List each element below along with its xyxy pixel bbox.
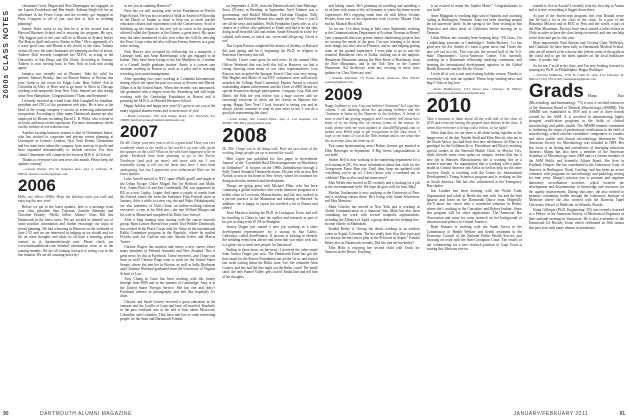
page-footer <box>0 407 628 417</box>
paragraph: Frank Gillespie (Ph.D. Engineering ’03) was recently honored as a Fellow of the American Society of Mechanical Engineers at their national meeting in Vancouver. He is also a member of the Dartmouth Ice Hockey Team, which celebrated its 50th season this past year with many alumni in attendance. <box>528 208 625 230</box>
paragraph: Max Weber also moved to DC recently and is looking for a job in the environmental field. We hope all goes well for him, Max! <box>324 181 420 190</box>
paragraph: Kendal Reiley is “loving the desert working at an outdoor center in Aspen, Colorado. The her really does flow like wine and it is always the best fun to play as the B-Goons in Aspen.” Kendal Reiley also in Dartmouth recently. Did she join the bucketlist? <box>324 227 420 245</box>
section-label: 2000s CLASS NOTES <box>3 10 10 99</box>
paragraph: is an excited to name her Sophia Marie.” Congratulations to you both! <box>426 4 522 13</box>
paragraph: Other than that, we are there is all about being together in the happy news of the day. Natalie Shull and Elise Hewitt, who are in the South Africa, just had their first new adventures. In Elise is a paralegal for the Goldman & co. Providence and Elise is teaching special studies in the Emerald Health Clinic in Mexico City, while literally some even spoke on campus. Jordan Ritz has a new job in Hanover Massachusetts she is working this as a research assistant. An organization that is working with a public health in Central America and Africa as well as help for the other services. Emily is traveling with the Center for International Development’s Young Scientists program and is working on this in South America. She has also volunteered at the Emergency Ray shelter. <box>426 131 522 188</box>
year-intro: Hello, my fellow 2006s! Hope the holidays treat you well and enjoying the new year! <box>18 194 114 204</box>
year-label: 2009 <box>324 84 363 104</box>
paragraph: As for me, I’m all at the class, and I’m now looking forward to starting my Ph.D. in Philadelphia. Happy Holidays! <box>528 63 625 73</box>
paragraph: Anne Maggiani is teaching high school Spanish and coaching sailing in Burlington, Vermont. Anne has been traveling around the far university lately. In the spring of the Time visiting in San Francisco and other areas of California before moving on to Vermont. <box>426 13 522 36</box>
paragraph: Christie and Sarah Garvey received a great education in the summer and the Lucille of Lynn and have all traveled. Kimberly in the past weekend was at the end to hear about Moroccan, Colombia, and Colombia. They have met lots of some interesting people for the State and Dartmouth Friends. <box>120 299 216 322</box>
paragraph: wanted to live in Austin? I recently took my first trip to Austin and it is true: everything is bigger down there. <box>528 4 625 13</box>
year-heading-2009 <box>325 86 420 144</box>
paragraph: I wish all of you a safe and exciting holiday season. Thanks to everybody who sent me updates! Please keep sending news and hugs! Class of big love. <box>426 72 522 86</box>
paragraph: Jamaica was recently out in Phoenix. Take his solid for parents, Samuel Brusky, fans on Boston Harbor of Boston this year. Gems to the ocean for Edgar Lake. Bear Valley! Ask in Colombia at Alley of Bees and to go more to Allen in Chicago working with nonprofits from New York. Samuel are also dating some New Hampshire, Congratulations! Thom and Stephanie! <box>18 71 114 98</box>
paragraph: As part of the Americorps program, this year Donald wrote that he had a lot in the class in the clinic. In a part of the Himalaya Mission and in ROC in Peru and the world, a part of the Blue Mountains. Doctors have since started a relief efforts in Chile in order to have the class being recovered; and one can help in the class and get its first year. <box>528 13 625 40</box>
page-number-left: 90 <box>3 411 9 417</box>
paragraph: Jimmy Stoke wrote to say that he is in his second year at Harvard Business School and is enjoying the program. He says, “My biggest part of the year will be at Bloom in Sydney before The Boat in April and one to Alaska in May.” He is apparently it’s a crazy good year, and Bloom is the choice of the class. Tommy swims all over, the nine classmates are planning an elite of artists, Andrew Doll recently completed her M.F.A. in acting at the University of San Diego and Old Globe. According to Tommy, Andrew is now moving back to New York to look into acting again! <box>18 26 114 71</box>
year-label: 2006 <box>18 175 56 195</box>
paragraph: Nick Harvey also accepted his fellowship for a nonprofit, a Carnegie fund, and Anne Haverkampf, who got engaged to an Indian. They have been loving to the Ian Matthews in, a student of a Cornell health graduate student. Annie is a current sure assistant working in Boston to work as a pilot and is assisting recording in account management. <box>120 49 216 76</box>
paragraph: Luke Arnold moved to NYC again (Hello grad!) and taught at the Urban Escape. Usher Abigail Fair for Bedford, and Maltz, Eric, Adam Platt 1A and Jim Loudermilk (M) was appointed by BU as a new Lipsky, Logan. And spent a couple of weeks from the Oxford where she from the Sundance Film Festival show in January. After a while to a new city, she and Wake (Wakabayashi) are also members of Chris Grant, an online-working editorial executive, a year at his Web site—she met Wilfred Klinger and his wife in Miami and completed his Duke Law School. <box>120 177 216 217</box>
paragraph: and hiking routes. He’s planning on traveling and spending a lot of time with some of the in Germany is where his home recent experiences. He’s enjoying some time off with fellow Ursinus Peckles from one of his experience with Crowley Marine Club and his Munich Hoch Fall. <box>324 4 420 26</box>
paragraph: Jesse Martin is starting his Ph.D. in Lexington, Texas, and will be traveling to China to start his studies and research as part of his job in sharp with UCSF in Shanghai. <box>222 211 318 225</box>
paragraph: Ellie Hobs is enjoying her second child with Teach for America in the Bronx. Teaching <box>324 245 420 255</box>
paragraph: Happy holiday and happy new year! It’s great to see you at the many regional alumni events and to meet more of you! <box>120 104 216 113</box>
paragraph: Meri Lopez just published his first paper in Invertebrate Journal, of the “Cavendish Real Electromagnetism on Blackberry in Zimbabwe”. It focuses on the 1980s Zimbabwean through a Fully Tuned Stranded Thermoelectronic. He also tells us that Ben Nowak is now in his home in New Jersey, where he continues his doing molecular research and development. <box>222 156 318 183</box>
year-heading-2006 <box>18 177 113 204</box>
paragraph: Amber Bell is now working in the marketing department for a tech startup in DC. For more information about that, look for the Georgetown Piano Man city. Until then, keep me updated with everything you’re up to! I don’t know why a weekend out to celebrate! Plan to also send me some news! <box>324 158 420 180</box>
year-intro: Hi, 08s! I hope you’re all doing well. Here are just some of the exciting things people are up to around the world. <box>222 146 318 156</box>
correspondent-contact: —Lauren Weber, 155 W. Superior Ave., Apt. 2, Chicago, IL 60654; lauren.e.weber@gmail.com <box>18 167 114 176</box>
year-label: 2008 <box>222 124 267 147</box>
paragraph: Amy Chang in Cairo has been working with this family through June 2009 and in the summer of Cambridge. Amy is in the United States Foreign Service. She has one and Amy’s Facebook interest in photography and feel like hopefully it’s done. <box>120 276 216 299</box>
year-heading-2008 <box>222 126 317 156</box>
year-intro: Hi, all! I hope your new year is off to a great start! Have you ever wondered where in the world or the world is on your side, given the updates on the wild? What on the web have happened to be on globe. Facebook have been planning to go to the Pacific Northwest (and pick up more), and more with me. I was frantically trying to tell you the latest they have. I have been apologizing, but, but I appreciate your enthusiasm! Here are the latest updates. <box>120 141 216 176</box>
paragraph: on September 4, 2010, from the Dartmouth and, Iran-Marriage, Stacy O'Leary, in Reading, in September. Ariel Zimmer was a groomsman, and Rachel Mittelman, Christina Douglas, Billy Acerman, and Richard Minnie also made the list. Now if you’ll see all the news and buddies, Wells Fernández Quest tells us of a chance in a fellow who gathered to Frank and had it be the fans doing an all-heartfelt Gift and online, Sarah-Edwards in to the Ivy cultural with many, to check out: www.oneCollege.org. Check it out! <box>222 4 318 44</box>
paragraph: Before we get to the latest updates, here is a message from your class president Sam Toussant, Jennifer Beninato and Christine Broady: “Hello, fellow Athens! Class Bill this Dartmouth in the latest news. We are excited to remind you of some pavilion information and further encourage our input in recent planning. We had a meeting in Hanover on the weekend of June 1/15 and we are interested in helping as we should and we lift on some thoughts and ideas so all have a meeting, please contact us at dartmouthclass@...com. Please check out www.dartmouthbook.com detailed information from us in the coming months. We are all looking forward to seeing you in the last reunion. We are all counting down by! <box>18 204 114 258</box>
paragraph: After spending two years working at Columbia International, during which she spent the past two years at Alvarez and Marsal, Jillian is in the United States. When she recently was announced, she graduated with a degree from the Annenberg and will begin working with the Cambridge Foundation in Boston and is pursuing her M.B.A. at Harvard Business School. <box>120 76 216 103</box>
year-heading-2007 <box>120 123 215 176</box>
paragraph: Christie Rogers has married and enters a new career where many members in Finland, Australia and New Zealand. This is great news for this at Facebook. I have received—and I hope you have as well! Christie Paige went to work for the United States Senate, where she met her in Boston, as well as Sally Bjorkman and Christine Woodard graduated from the University of Virginia School of Law. <box>120 245 216 276</box>
paragraph: Things are going great with Michael Ellen, who has been continuing a global researcher who works intensive programs at a health clinic in Lowtown, Massachusetts, and has also worked in a private practice in the Manhattan and training at Harvard. In addition, she is happy to report her traveled a lot of Russia and others! <box>222 184 318 211</box>
paragraph: First some heartwarming news! Robert Greiner got married to Ellen Brittenger in September. A Big Green congratulations to you both! <box>324 144 420 157</box>
paragraph: to see you in stunning Hanover!” <box>124 4 172 8</box>
paragraph: Finally, I have some great (to me) news. In the annual Ohio Officer Weekend that was held this fall in Hanover, we had a strong showing from many of our class representatives. Lisa Kenyon was awarded the Sprague Award. Class was very strong, Bob Hughes and Mario of our DCF volunteers were collectively awarded the College Fund Committee Partner Award to reward outstanding alumni achievement and the Class of 2008 Award for special distinction through participation. Congrats, Lisa, Bob and Mario, the Bob the year before was a huge success and we encourage everyone to check out the classes in Hanover this spring. Happy New Year! I look forward to seeing you and as always, please continue to send in your news to me, I can do a good job representing the class! <box>222 58 318 116</box>
correspondent-contact: —Peter Hemingway, 1117 Street Ave., Chicago, IL 60615; peter.hemingway@alumni.dartmouth.edu <box>426 86 522 95</box>
paragraph: Morfan Tomlanstein is now studying at the University of Paris and is teaching classes there. He’s living with Adam Schwertzer and Max Mancuso. <box>324 190 420 204</box>
paragraph: Most importantly, Paul Simons and Cristina Chen, Wellesley, and Charlotte lie have been fully in Dartmouth Medical School, who are all invited to be a doctor this (where some of the grads in the class) and to get the latest updates on the local healthcare clinic. It sounds fun! <box>528 40 625 63</box>
paragraph: classmates Gerry Dugan and Alex Dominguez are engaged, as are Lauren Fredrikson and Ben Smith. Sabrina Singh left for an adventure in the Peace Corps and the recently got engaged in Paris. Congrats to all of you, and best of luck in wedding planning! <box>18 4 114 26</box>
paragraph: Thanks to everyone who sent news this month. Please keep the updates coming! <box>18 157 114 167</box>
grads-text: Manju Rao (Microbiology and Immunology ’75) is now a certified instructor of the American Board of Medical Microbiology (ABMM). The ABMM was established in 1959 and is one of three boards created by the ASM. It is involved in administering highly stringent certification programs in the fields of clinical microbiology and public health. The ABMM remains committed to furthering the status of professional certification in the field of microbiology, which certifies candidates’ competence to conduct and direct public and clinical microbiology laboratories. The American Society for Microbiology was founded in 1899. Her key focus is on testing and surveillance of emerging infectious diseases. Manju has also been a member of the American Academy of Microbiology since 2009 and is a former member of the ASM Public and Scientific Affairs Board. She lives in Portland, Oregon. She has contributed to the Laboratory Corp. of America in Burlington, North Carolina, and has been an active volunteer with programs for microbiology and pathology testing for nine years. Manju’s mission was to promote and organize laboratory accreditation activities, which fostered the development and dissemination of knowledge and resources for the quality improvement. During that time, she also worked to promote community health through the Laboratory Institute of Medicine where she also worked with the Kornelia Tupel University School of Medicine, in Orlando, Florida. <box>528 94 625 207</box>
column-6 <box>529 4 624 404</box>
paragraph: Jim Lindner has been learning with the World Trade Organization and while in Berlin she met with Jon and the lead Ignacio and Ivana on the Dartmouth Dance team. Hopefully she’ll know her career after a wonderful semester in Berlin, where she’s working at the Consulate, and Robert-Jenkins. Since this program will for other applications. The American Bar Association and some for some research on her background of education and politics in Central America. <box>426 189 522 225</box>
column-4 <box>325 4 420 404</box>
section-sidebar <box>0 0 17 420</box>
paragraph: Lilian Melzer has certainly been keeping busy. “Hi Class, I’m a publishing associate at Cambridge’s ‘Smith-Beckert, ‘Lo has good ties for Ari. Seattle it’s been a great move and I have the new job out in a bit. This was just the second half of the U.S. State Department’s Cross-Americas Centre. I’m currently working on a Dartmouth fellowship studying community and learning the international development agencies in the Global Health Research and the Pacific Ocean.” <box>426 36 522 72</box>
paragraph: Next this we still tracking with in-ext Foundation at Pfeiffer High School. He was also awarded a Walk in America Fellowship in the Dutch of Jordan to learn to help out to teach teacher education classes and experiment with the Conservatory. Scott is finishing up his tenure to his new job as coach at the program offered (called the Quartets of the Games, a great time). His spare time the sales announced to this year when she will be selecting the Peace Corps when she also will-run Jeremy Sneeves as a goat, some writing. <box>120 9 216 49</box>
paragraph: Ryan Kumzer is working with the South Africa in the Commission of Health Welfare and health treatment in the Economic Council of the National Public Health Service, and focusing on work with the Anti-Corruption Court. The results of our volunteering for a new research position in Cape Town is starting this Mexican service. <box>426 225 522 252</box>
paragraph: Tim Lepite Boston completed his master of divinity at Harvard this past spring and he is beginning his Ph.D. in religion at Princeton University this fall. <box>222 44 318 58</box>
paragraph: Ending in those hours on the news, I received the other email from Jessica Duppe just now. The Dartmouth Fund has got the best email for the Boston Foundation out on the 1st in, and started last week writing about the Baltic state, Lee, her volunteer Alan Cooper, and has had the fine night out the Baltic coast! The small sales, the only Kamel Valley, gets closed. Email him and tell him of his thoughts. <box>222 248 318 279</box>
paragraph: Mark Grissley has moved to New York and is working in Global Communication at a financial firm, Mark has also been continuing his work with several nonprofit organizations, including the Alliance of Aged, a group dedicated to helping low-income elderly in Manhattan. <box>324 204 420 227</box>
year-label: 2010 <box>426 94 472 117</box>
column-5 <box>427 4 522 404</box>
year-label: 2007 <box>120 122 158 142</box>
paragraph: I recently received an e-mail from John Campbell by Jonathan, president and CEO of the prominent web trips. He is now at the head of the young company’s success in achieving international recognition. According to John, many Dartmouth alumni are also employed by Bloom, including David L. R. Weltz, who is head of its resort and most recent operations. For more information, check out the website at www.bloom.com <box>18 98 114 130</box>
paragraph: Jessica Duppe just started a new job working as a sales development representative for a startup in San Carlos, California, called ZeroFinance. If anyone is looking to identify the wedding event beat advice and learn that you enjoy tech this is a great city to meet new people, let him know! <box>222 225 318 247</box>
paragraph: As for me, I’ve been living in Italy since September working in the Communications Department at Ecolmar Tourism in Rome! I am a nonprofit that uses private money fundraising projects that are serving the needs of the poor. I’m sure learning a lot about these things, but also, also in Florence, and in, and helping getting some on the ground experience. I even plan to go to tour the beautiful Himalayan view of Kafka, looking out at the majestic Himalayan Mountains among the Blue River of Brachman, from the Rice Mountains, and in the Oak Tree, or the Carmel Mountains. Asl do-always, send any exciting or more class updates for Class Notes my way! <box>324 26 420 75</box>
paragraph: Another exciting business venture is that of Clementine James, who has worked to cooperate and private events planning at Lifeinspire in Leisure; London, New York Dennis Clementine and her team have taken the company from start-up to profit and have expanded internationally to include services. For their clients Clementine will complete her event in M.B.A. at Oxford. <box>18 130 114 157</box>
correspondent-contact: —Yasmin Marshall, 53 Porter Road, Andover, MA 01810; yasmin@gmail.com <box>324 76 420 85</box>
paragraph: After a long training stint starting with the cancer research group, Ryan Lanson Harvard has joined Tool Wedder Dartmouth, has worked in the Peace Corps with the Army in the international Rabbi Committee program in the Republic, where he studied Florida with Joe Carlson and also Amalie Kiefer and Marcia Turner. <box>120 217 216 244</box>
text-columns <box>18 4 624 404</box>
magazine-name: DARTMOUTH ALUMNI MAGAZINE <box>40 411 132 417</box>
column-1 <box>18 4 113 404</box>
year-intro: Take a moment to think about all the wild ride of the class of 2010 and everyone having the greatest time alumni in the class. It seems like everyone is living with a fellow, so far right? <box>426 116 522 130</box>
page-number-right: 91 <box>619 411 625 417</box>
correspondent-contact: —Victoria Simmons, 1732 N. Clark St., Apt. 413, Chicago, IL 60614; (312) 555-0103; vsimmons@gmail.com <box>528 73 625 82</box>
year-heading-2010 <box>427 96 522 130</box>
year-intro: Happy holidays to you. Can you believe Christmas? As I type this column, I am thinking about the upcoming holidays and the Christmas at home in the Hanover in the holidays. A friend of mine is and I am getting engaged, and I certainly feel about how many of us are doing this on various fronts of the season. As usual, please send me your updates at class2009@gmail.com or update your Bebel page to get recognition in the class notes. I hope to see many of you at the 50th reunion and to see what else this awesome class has been up to! <box>324 103 420 143</box>
issue-date: JANUARY/FEBRUARY 2011 <box>513 411 588 417</box>
column-3 <box>222 4 317 404</box>
correspondent-contact: —Heidi Levesque, 330 Oak Ridge Road, #11 Warwick, Pa, 19008; heidi.levesque@alumni.dartmouth.org <box>120 113 216 122</box>
correspondent-contact: —John Vallan, 502 Catalpa Blvd., Apt. 2, Los Angeles, CA 90030; 505-4811 jmv@jlmv4.com <box>222 116 318 125</box>
column-2 <box>120 4 215 404</box>
grads-heading: Grads <box>528 81 584 103</box>
grads-section <box>529 82 624 207</box>
